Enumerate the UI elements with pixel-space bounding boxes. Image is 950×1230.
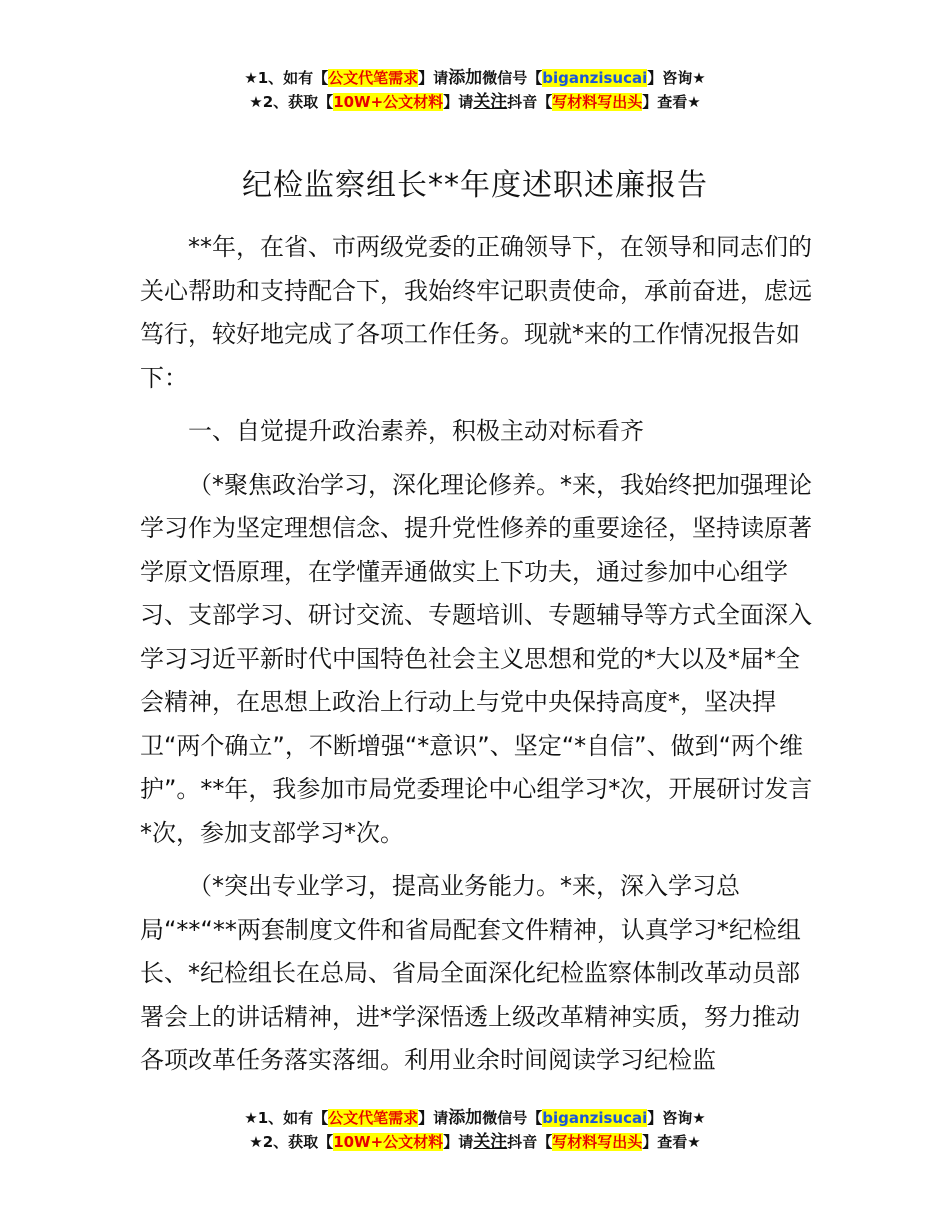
header-banner [0,66,950,114]
paragraph-intro: **年，在省、市两级党委的正确领导下，在领导和同志们的关心帮助和支持配合下，我始终牢记职责使命，承前奋进，虑远笃行，较好地完成了各项工作任务。现就*来的工作情况报告如下： [140,233,812,392]
banner-highlight: 写材料写出头 [552,93,643,111]
banner-text: 关注 [473,1132,508,1152]
banner-line-1 [0,66,950,90]
banner-wechat-id: biganzisucai [542,1109,648,1127]
banner-text: 关注 [473,92,508,112]
paragraph-political-study: （*聚焦政治学习，深化理论修养。*来，我始终把加强理论学习作为坚定理想信念、提升党性修养的重要途径，坚持读原著学原文悟原理，在学懂弄通做实上下功夫，通过参加中心组学习、支部学习、研讨交流、专题培训、专题辅导等方式全面深入学习习近平新时代中国特色社会主义思想和党的*大以及*届*全会精神，在思想上政治上行动上与党中央保持高度*，坚决捍卫“两个确立”，不断增强“*意识”、坚定“*自信”、做到“两个维护”。**年，我参加市局党委理论中心组学习*次，开展研讨发言*次，参加支部学习*次。 [140,470,813,847]
banner-text: 添加 [448,1108,483,1128]
banner-text: 】查看★ [642,93,701,111]
banner-text: 微信号【 [482,1109,543,1127]
document-body [140,226,820,1083]
footer-banner [0,1106,950,1154]
banner-text: 添加 [448,68,483,88]
banner-highlight: 10W+公文材料 [333,1133,444,1151]
banner-line-2 [0,1130,950,1154]
banner-line-1 [0,1106,950,1130]
banner-text: 】咨询★ [647,1109,706,1127]
paragraph-professional-study: （*突出专业学习，提高业务能力。*来，深入学习总局“**“**两套制度文件和省局配套文件精神，认真学习*纪检组长、*纪检组长在总局、省局全面深化纪检监察体制改革动员部署会上的讲话精神，进*学深悟透上级改革精神实质，努力推动各项改革任务落实落细。利用业余时间阅读学习纪检监 [140,872,801,1074]
banner-highlight: 公文代笔需求 [328,1109,419,1127]
banner-highlight: 写材料写出头 [552,1133,643,1151]
banner-text: ★1、如有【 [244,69,329,87]
banner-highlight: 公文代笔需求 [328,69,419,87]
banner-text: 】请 [443,93,474,111]
banner-text: 】咨询★ [647,69,706,87]
document-title: 纪检监察组长**年度述职述廉报告 [242,168,708,203]
banner-text: 】请 [418,69,449,87]
banner-text: 抖音【 [507,93,553,111]
banner-text: 】请 [443,1133,474,1151]
banner-wechat-id: biganzisucai [542,69,648,87]
banner-text: 微信号【 [482,69,543,87]
banner-text: 】请 [418,1109,449,1127]
banner-text: ★2、获取【 [249,93,334,111]
banner-text: 抖音【 [507,1133,553,1151]
banner-text: ★1、如有【 [244,1109,329,1127]
banner-highlight: 10W+公文材料 [333,93,444,111]
section-heading: 一、自觉提升政治素养，积极主动对标看齐 [188,417,644,445]
banner-text: 】查看★ [642,1133,701,1151]
banner-text: ★2、获取【 [249,1133,334,1151]
banner-line-2 [0,90,950,114]
